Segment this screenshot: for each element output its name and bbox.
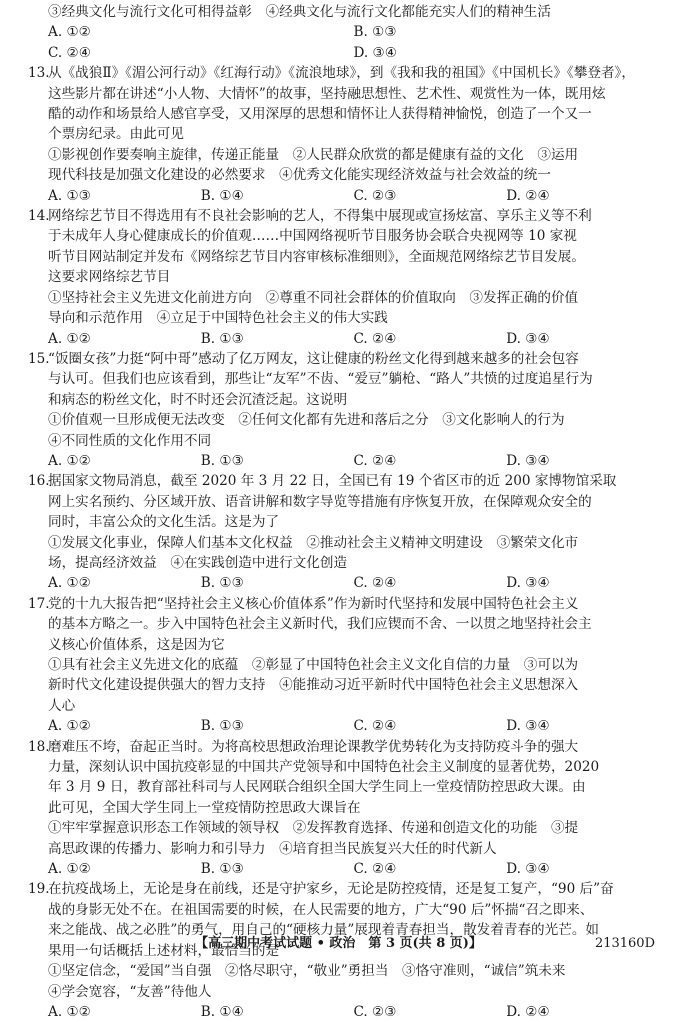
question-line: 个票房纪录。由此可见: [48, 126, 184, 143]
question-stem-first-line: [28, 471, 659, 491]
question-line: 新时代文化建设提供强大的智力支持 ④能推动习近平新时代中国特色社会主义思想深入: [48, 677, 579, 694]
option-b: B. ①③: [200, 575, 244, 592]
question-line: 网上实名预约、分区域开放、语音讲解和数字导览等措施有序恢复开放，在保障观众安全的: [48, 493, 592, 510]
question-line: 来之能战、战之必胜”的勇气，用自己的“硬核力量”展现着青春担当，散发着青春的光芒。如: [48, 922, 600, 939]
option-d: D. ③④: [506, 575, 550, 592]
question-block: [28, 206, 659, 349]
question-line: 战的身影无处不在。在祖国需要的时候，在人民需要的地方，广大“90 后”怀揣“召之即来、: [48, 901, 594, 918]
question-line: 义核心价值体系，这是因为它: [48, 636, 225, 653]
option-a: A. ①②: [48, 330, 91, 347]
option-c: C. ②④: [353, 718, 397, 735]
question-number: 19.: [28, 881, 50, 898]
question-stem-first-line: [28, 879, 659, 899]
q12-options-row2: [28, 43, 659, 63]
option-d: D. ③④: [506, 861, 550, 878]
question-line: 的基本方略之一。步入中国特色社会主义新时代，我们应锲而不舍、一以贯之地坚持社会主: [48, 616, 592, 633]
options-row: [28, 716, 659, 736]
question-stem-first-line: [28, 349, 659, 369]
question-block: [28, 471, 659, 593]
question-line: 于未成年人身心健康成长的价值观……中国网络视听节目服务协会联合央视网等 10 家视: [48, 228, 577, 245]
question-line: ①影视创作要奏响主旋律，传递正能量 ②人民群众欣赏的都是健康有益的文化 ③运用: [48, 146, 579, 163]
question-line: ①具有社会主义先进文化的底蕴 ②彰显了中国特色社会主义文化自信的力量 ③可以为: [48, 657, 579, 673]
question-line: ①坚定信念，“爱国”当自强 ②恪尽职守，“敬业”勇担当 ③恪守准则，“诚信”筑未来: [48, 963, 566, 980]
question-line: ①牢牢掌握意识形态工作领域的领导权 ②发挥教育选择、传递和创造文化的功能 ③提: [48, 820, 579, 837]
question-list: [28, 63, 659, 1022]
question-line: 现代科技是加强文化建设的必然要求 ④优秀文化能实现经济效益与社会效益的统一: [48, 167, 551, 184]
question-number: 13.: [28, 65, 50, 82]
q12-tail-line: ③经典文化与流行文化可相得益彰 ④经典文化与流行文化都能充实人们的精神生活: [48, 4, 551, 20]
question-line: 和病态的粉丝文化，时不时还会沉渣泛起。这说明: [48, 391, 348, 408]
question-block: [28, 737, 659, 880]
option-a: A. ①②: [48, 452, 91, 469]
question-line: 高思政课的传播力、影响力和引导力 ④培育担当民族复兴大任的时代新人: [48, 840, 497, 857]
question-number: 15.: [28, 350, 50, 367]
q12-option-d: D. ③④: [353, 44, 397, 61]
options-row: [28, 573, 659, 593]
option-c: C. ②④: [353, 452, 397, 469]
question-line: ①发展文化事业，保障人们基本文化权益 ②推动社会主义精神文明建设 ③繁荣文化市: [48, 534, 579, 551]
option-c: C. ②③: [353, 187, 397, 204]
question-line: ④不同性质的文化作用不同: [48, 432, 212, 449]
question-number: 18.: [28, 738, 50, 755]
question-stem-first-line: [28, 206, 659, 226]
option-d: D. ③④: [506, 718, 550, 735]
footer-code: 213160D: [594, 936, 655, 951]
question-line: ①价值观一旦形成便无法改变 ②任何文化都有先进和落后之分 ③文化影响人的行为: [48, 412, 565, 429]
question-number: 16.: [28, 473, 50, 490]
option-b: B. ①③: [200, 452, 244, 469]
question-text: 磨难压不垮，奋起正当时。为将高校思想政治理论课教学优势转化为支持防疫斗争的强大: [48, 738, 579, 755]
option-b: B. ①④: [200, 1003, 244, 1020]
option-c: C. ②④: [353, 861, 397, 878]
question-line: 果用一句话概括上述材料，最恰当的是: [48, 942, 280, 959]
question-line: 这些影片都在讲述“小人物、大情怀”的故事，坚持融思想性、艺术性、观赏性为一体，既用炫: [48, 85, 606, 102]
option-a: A. ①②: [48, 1003, 91, 1020]
question-block: [28, 63, 659, 206]
q12-option-b: B. ①③: [353, 24, 397, 41]
option-d: D. ③④: [506, 452, 550, 469]
option-b: B. ①③: [200, 330, 244, 347]
question-line: 听节目网站制定并发布《网络综艺节目内容审核标准细则》，全面规范网络综艺节目发展。: [48, 248, 585, 265]
question-number: 17.: [28, 595, 50, 612]
question-number: 14.: [28, 208, 50, 225]
option-b: B. ①③: [200, 861, 244, 878]
question-line: 此可见，全国大学生同上一堂疫情防控思政大课旨在: [48, 799, 361, 816]
option-d: D. ②④: [506, 1003, 550, 1020]
options-row: [28, 859, 659, 879]
option-b: B. ①④: [200, 187, 244, 204]
question-line: ④学会宽容，“友善”待他人: [48, 983, 212, 1000]
option-d: D. ②④: [506, 187, 550, 204]
option-c: C. ②③: [353, 1003, 397, 1020]
page-footer: [0, 934, 677, 954]
options-row: [28, 329, 659, 349]
question-line: 酷的动作和场景给人感官享受，又用深厚的思想和情怀让人获得精神愉悦，创造了一个又一: [48, 106, 592, 123]
question-line: ①坚持社会主义先进文化前进方向 ②尊重不同社会群体的价值取向 ③发挥正确的价值: [48, 289, 579, 306]
option-c: C. ②④: [353, 575, 397, 592]
options-row: [28, 1002, 659, 1022]
question-text: 党的十九大报告把“坚持社会主义核心价值体系”作为新时代坚持和发展中国特色社会主义: [48, 595, 579, 612]
question-line: 年 3 月 9 日，教育部社科司与人民网联合组织全国大学生同上一堂疫情防控思政大课。由: [48, 779, 586, 796]
option-a: A. ①②: [48, 861, 91, 878]
question-line: 人心: [48, 697, 76, 714]
question-line: 这要求网络综艺节目: [48, 269, 171, 286]
question-line: 力量，深刻认识中国抗疫彰显的中国共产党领导和中国特色社会主义制度的显著优势，2020: [48, 759, 600, 776]
question-stem-first-line: [28, 63, 659, 83]
option-d: D. ③④: [506, 330, 550, 347]
question-line: 同时，丰富公众的文化生活。这是为了: [48, 514, 280, 531]
option-a: A. ①②: [48, 575, 91, 592]
question-line: 导向和示范作用 ④立足于中国特色社会主义的伟大实践: [48, 310, 388, 327]
q12-options-row1: [28, 22, 659, 42]
q12-option-a: A. ①②: [48, 24, 91, 41]
question-stem-first-line: [28, 737, 659, 757]
option-a: A. ①②: [48, 718, 91, 735]
options-row: [28, 451, 659, 471]
q12-option-c: C. ②④: [48, 44, 91, 61]
question-text: 在抗疫战场上，无论是身在前线，还是守护家乡，无论是防控疫情，还是复工复产，“90 后”奋: [48, 881, 614, 898]
question-text: 从《战狼Ⅱ》《湄公河行动》《红海行动》《流浪地球》，到《我和我的祖国》《中国机长》《攀登者》，: [48, 65, 635, 82]
question-block: [28, 594, 659, 737]
question-line: 与认可。但我们也应该看到，那些让“友军”不齿、“爱豆”躺枪、“路人”共愤的过度追星行为: [48, 371, 593, 388]
question-text: “饭圈女孩”力挺“阿中哥”感动了亿万网友，这让健康的粉丝文化得到越来越多的社会包容: [48, 350, 579, 367]
option-b: B. ①③: [200, 718, 244, 735]
footer-title: 【高三期中考试试题 • 政治 第 3 页(共 8 页)】: [195, 936, 482, 951]
question-text: 网络综艺节目不得选用有不良社会影响的艺人，不得集中展现或宣扬炫富、享乐主义等不利: [48, 208, 592, 225]
question-stem-first-line: [28, 594, 659, 614]
question-block: [28, 349, 659, 471]
option-c: C. ②④: [353, 330, 397, 347]
question-line: 场，提高经济效益 ④在实践创造中进行文化创造: [48, 554, 348, 571]
q12-tail: [28, 2, 659, 63]
options-row: [28, 186, 659, 206]
question-text: 据国家文物局消息，截至 2020 年 3 月 22 日，全国已有 19 个省区市的近 200 家博物馆采取: [48, 473, 617, 490]
option-a: A. ①③: [48, 187, 91, 204]
